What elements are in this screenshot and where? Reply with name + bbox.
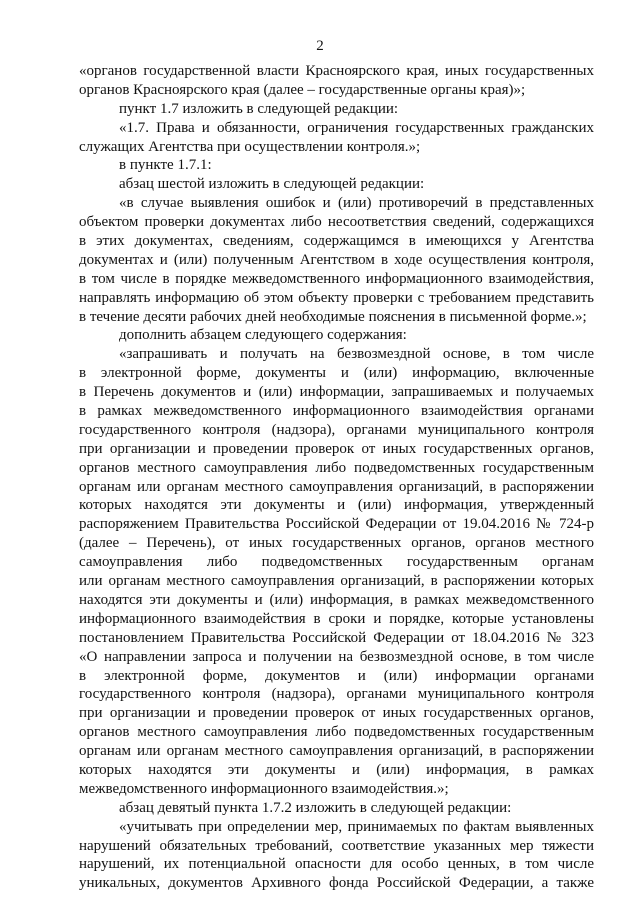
text-line: «запрашивать и получать на безвозмездной основе, в том числе bbox=[119, 346, 594, 363]
text-line: в Перечень документов и (или) информации, запрашиваемых и получаемых bbox=[79, 384, 594, 401]
page-number: 2 bbox=[316, 38, 324, 54]
text-line: органам или органам местного самоуправления организаций, в распоряжении bbox=[79, 478, 594, 495]
text-line: постановлением Правительства Российской Федерации от 18.04.2016 № 323 bbox=[79, 629, 594, 646]
text-line: самоуправления либо подведомственных государственным органам bbox=[79, 554, 594, 571]
text-line: межведомственного информационного взаимодействия.»; bbox=[79, 780, 449, 797]
text-line: органов местного самоуправления либо подведомственных государственным bbox=[79, 459, 594, 476]
text-line: «в случае выявления ошибок и (или) противоречий в представленных bbox=[119, 195, 594, 212]
text-line: органов Красноярского края (далее – государственные органы края)»; bbox=[79, 81, 526, 98]
text-line: уникальных, документов Архивного фонда Российской Федерации, а также bbox=[79, 875, 594, 892]
text-line: информационного взаимодействия в сроки и порядке, которые установлены bbox=[79, 610, 594, 627]
text-line: «О направлении запроса и получении на безвозмездной основе, в том числе bbox=[79, 648, 594, 665]
text-line: распоряжением Правительства Российской Федерации от 19.04.2016 № 724-р bbox=[79, 516, 594, 533]
text-line: в том числе в порядке межведомственного информационного взаимодействия, bbox=[79, 270, 594, 287]
text-line: государственного контроля (надзора), органами муниципального контроля bbox=[79, 686, 594, 703]
text-line: «органов государственной власти Красноярского края, иных государственных bbox=[79, 63, 594, 79]
text-line: в пункте 1.7.1: bbox=[119, 157, 212, 174]
text-line: «1.7. Права и обязанности, ограничения государственных гражданских bbox=[119, 119, 594, 136]
text-line: нарушений обязательных требований, соответствие указанных мер тяжести bbox=[79, 837, 594, 854]
text-line: в течение десяти рабочих дней необходимые пояснения в письменной форме.»; bbox=[79, 308, 587, 325]
text-line: в рамках межведомственного информационного взаимодействия органами bbox=[79, 403, 594, 420]
text-line: служащих Агентства при осуществлении контроля.»; bbox=[79, 138, 421, 155]
text-line: направлять информацию об этом объекту проверки с требованием представить bbox=[79, 289, 594, 306]
text-line: (далее – Перечень), от иных государственных органов, органов местного bbox=[79, 535, 594, 552]
text-line: документах и (или) полученным Агентством в ходе осуществления контроля, bbox=[79, 251, 594, 268]
text-line: в электронной форме, документы и (или) информацию, включенные bbox=[79, 365, 594, 382]
text-line: «учитывать при определении мер, принимаемых по фактам выявленных bbox=[119, 818, 594, 835]
text-line: объектом проверки документах либо несоответствия сведений, содержащихся bbox=[79, 214, 594, 231]
text-line: нарушений, их потенциальной опасности для особо ценных, в том числе bbox=[79, 856, 594, 873]
text-line: государственного контроля (надзора), органами муниципального контроля bbox=[79, 421, 594, 438]
text-line: абзац шестой изложить в следующей редакции: bbox=[119, 176, 425, 193]
text-line: или органам местного самоуправления организаций, в распоряжении которых bbox=[79, 573, 594, 590]
text-line: которых находятся эти документы и (или) информация, в рамках bbox=[79, 761, 594, 778]
text-line: в электронной форме, документов и (или) информации органами bbox=[79, 667, 594, 684]
document-text-body bbox=[79, 62, 594, 893]
text-line: при организации и проведении проверок от иных государственных органов, bbox=[79, 440, 594, 457]
text-line: органам или органам местного самоуправления организаций, в распоряжении bbox=[79, 743, 594, 760]
text-line: при организации и проведении проверок от иных государственных органов, bbox=[79, 705, 594, 722]
text-line: абзац девятый пункта 1.7.2 изложить в следующей редакции: bbox=[119, 799, 512, 816]
text-line: которых находятся эти документы и (или) информация, утвержденный bbox=[79, 497, 594, 514]
text-line: в этих документах, сведениям, содержащимся в имеющихся у Агентства bbox=[79, 233, 594, 250]
text-line: дополнить абзацем следующего содержания: bbox=[119, 327, 407, 344]
text-line: пункт 1.7 изложить в следующей редакции: bbox=[119, 100, 399, 117]
text-line: органов местного самоуправления либо подведомственных государственным bbox=[79, 724, 594, 741]
text-line: находятся эти документы и (или) информация, в рамках межведомственного bbox=[79, 591, 594, 608]
